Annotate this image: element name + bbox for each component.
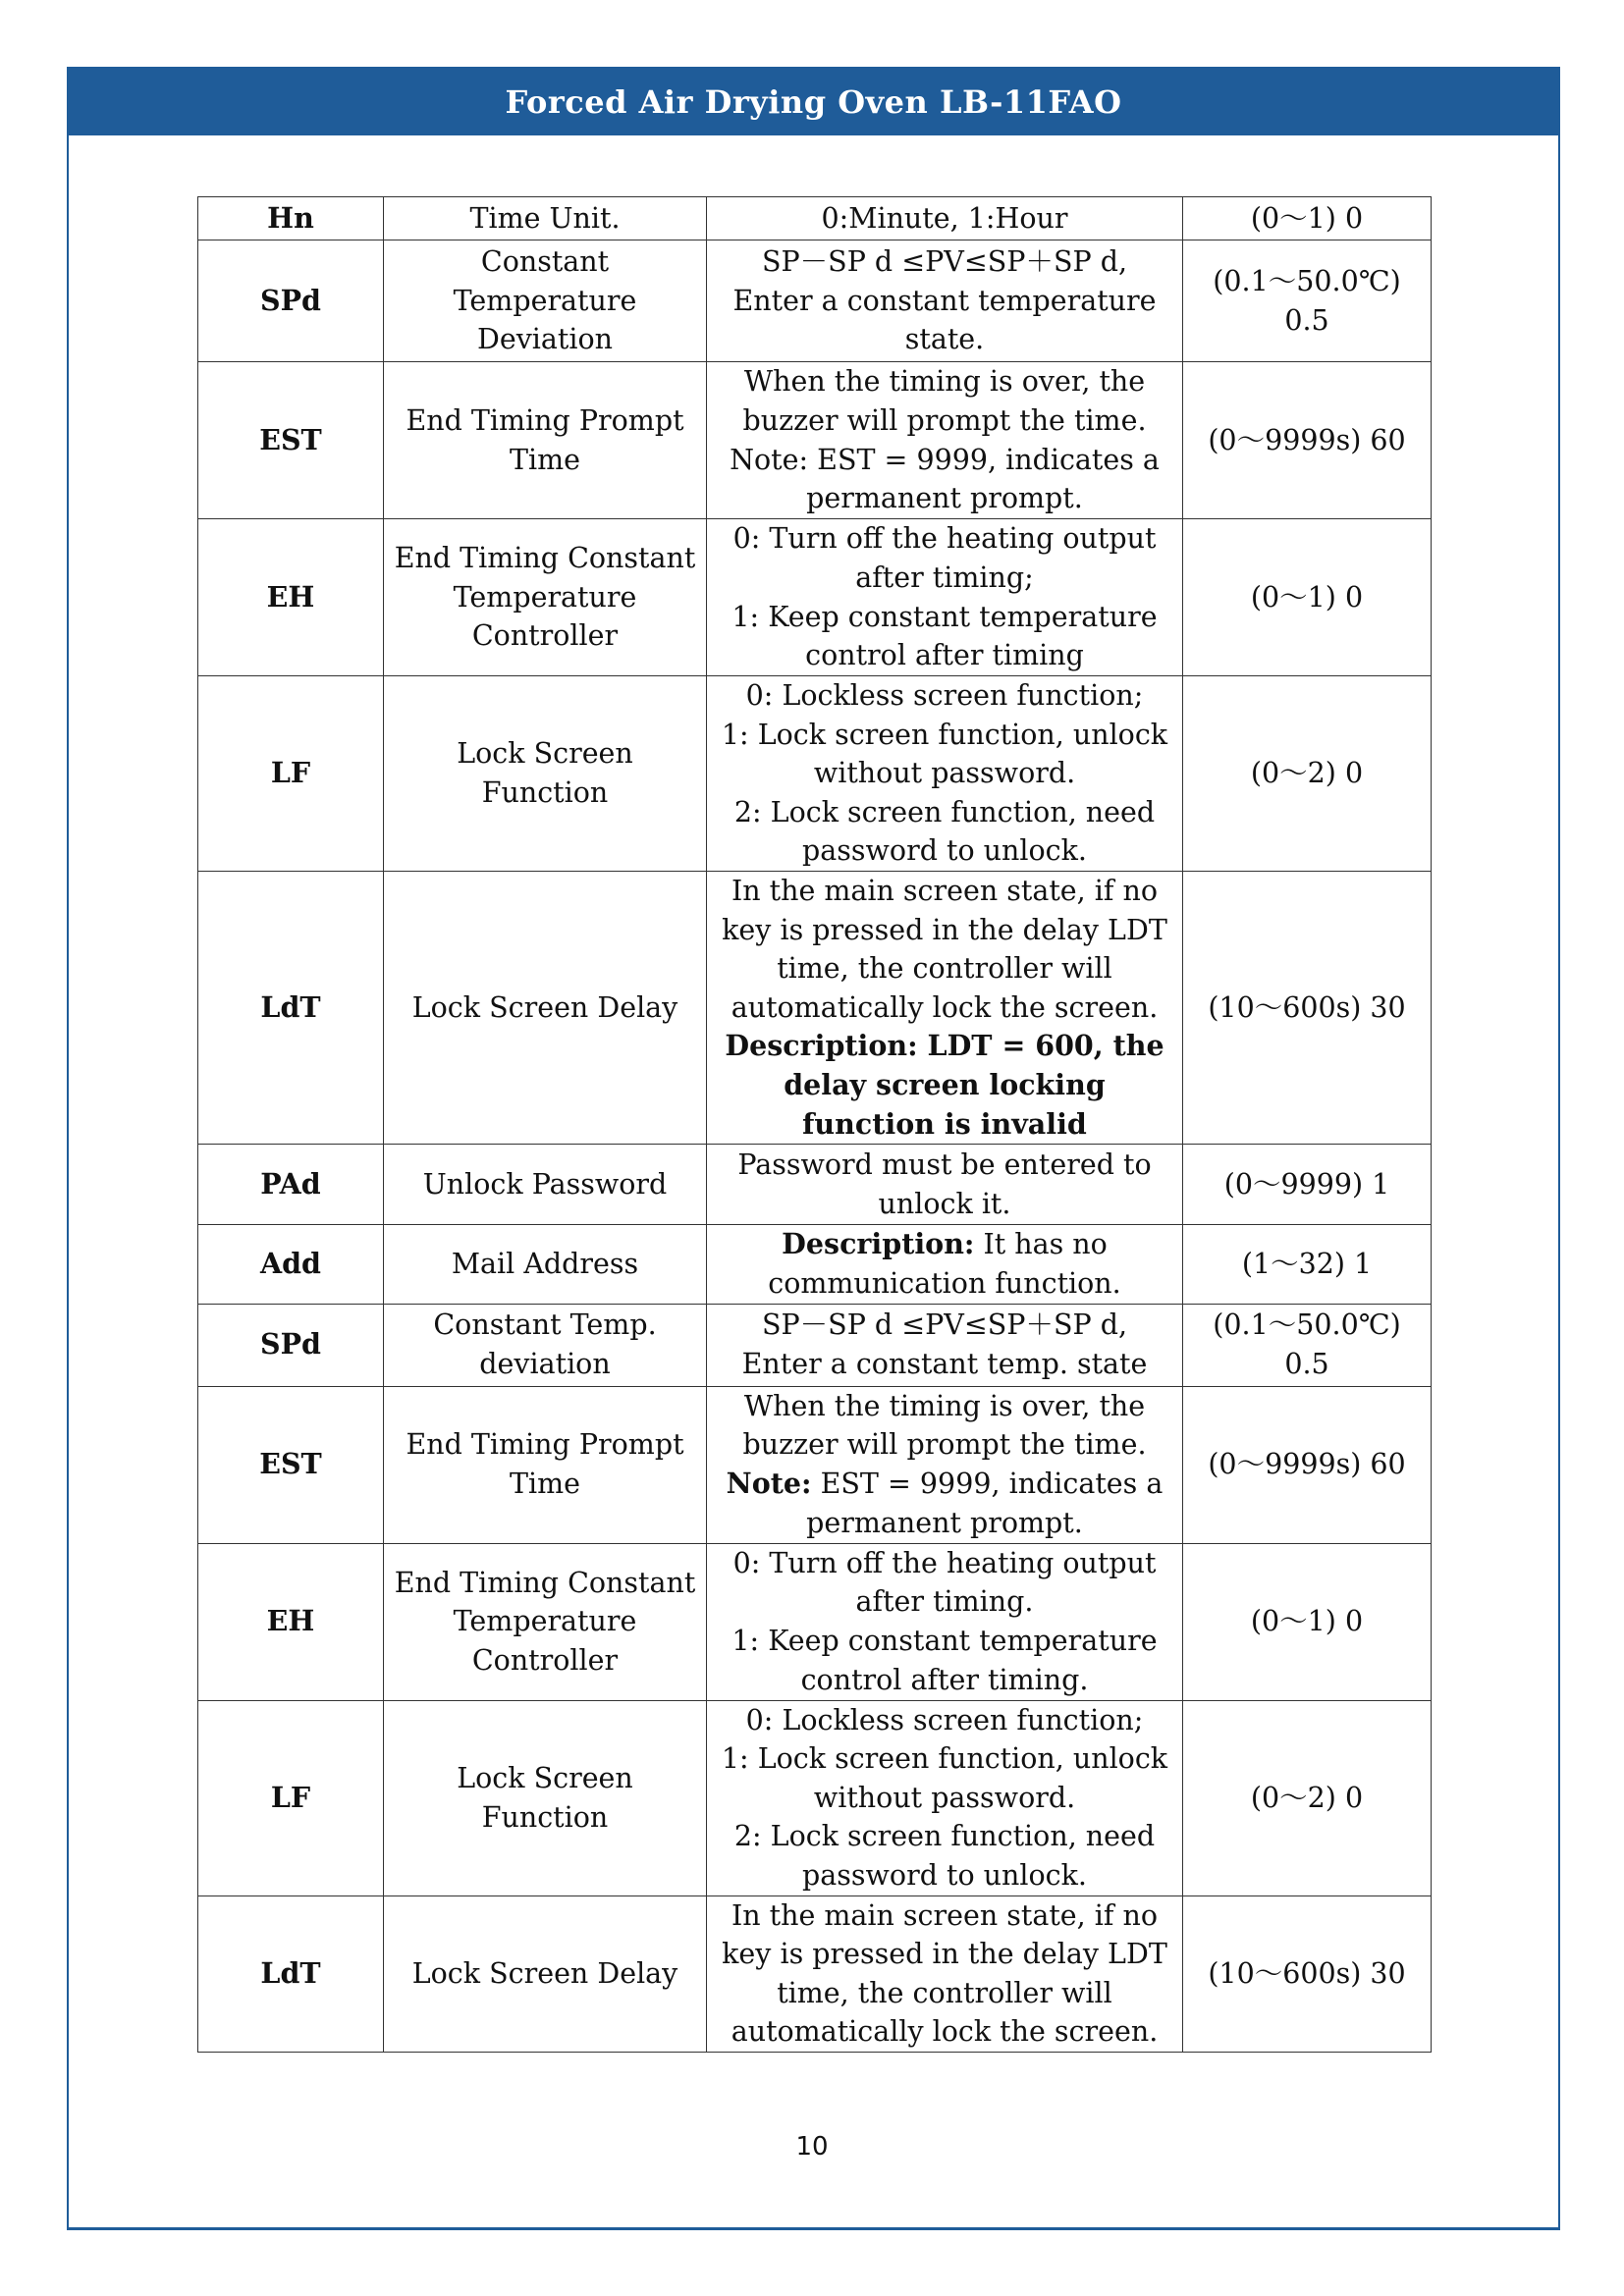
table-row [198, 872, 1432, 1145]
parameter-description [707, 872, 1183, 1145]
parameter-range: (10～600s) 30 [1183, 872, 1432, 1145]
description-text: Enter a constant temperature state. [732, 284, 1157, 356]
parameter-description [707, 1700, 1183, 1896]
parameter-code: SPd [198, 1304, 384, 1386]
description-line [713, 1465, 1176, 1542]
description-line [713, 1345, 1176, 1384]
parameter-code: LdT [198, 1896, 384, 2052]
description-text: Password must be entered to unlock it. [737, 1148, 1152, 1220]
description-line [713, 1306, 1176, 1345]
parameter-name: Constant Temperature Deviation [384, 240, 707, 362]
description-text: In the main screen state, if no key is pressed in the delay LDT time, the controller will automatically lock the screen. [722, 875, 1167, 1024]
parameter-code: LdT [198, 872, 384, 1145]
description-line [713, 441, 1176, 518]
parameter-code: PAd [198, 1145, 384, 1225]
description-line [713, 1701, 1176, 1740]
parameter-code: EST [198, 1386, 384, 1543]
parameter-description [707, 240, 1183, 362]
parameter-table-body [198, 197, 1432, 2053]
description-text: 2: Lock screen function, need password to unlock. [733, 1820, 1156, 1892]
table-row [198, 1896, 1432, 2052]
description-line [713, 1387, 1176, 1465]
description-line [713, 793, 1176, 871]
parameter-range: (0～2) 0 [1183, 676, 1432, 872]
header-bar [69, 69, 1558, 135]
parameter-code: EH [198, 519, 384, 676]
parameter-range: (0～9999s) 60 [1183, 362, 1432, 519]
parameter-code: EST [198, 362, 384, 519]
description-line [713, 1146, 1176, 1223]
description-line [713, 282, 1176, 359]
parameter-code: SPd [198, 240, 384, 362]
description-text: 1: Lock screen function, unlock without password. [721, 1742, 1168, 1814]
description-text: Enter a constant temp. state [741, 1348, 1148, 1381]
parameter-name: Lock Screen Delay [384, 872, 707, 1145]
parameter-name: Mail Address [384, 1225, 707, 1304]
description-line [713, 362, 1176, 440]
description-text: Description: LDT = 600, the delay screen locking function is invalid [725, 1029, 1164, 1141]
parameter-description [707, 197, 1183, 240]
table-row [198, 1386, 1432, 1543]
parameter-name: End Timing Constant Temperature Controller [384, 519, 707, 676]
parameter-name: Time Unit. [384, 197, 707, 240]
parameter-description [707, 362, 1183, 519]
description-line [713, 1896, 1176, 2052]
parameter-range: (0～9999s) 60 [1183, 1386, 1432, 1543]
description-text: 0: Lockless screen function; [745, 679, 1144, 712]
document-title: Forced Air Drying Oven LB-11FAO [505, 83, 1122, 121]
parameter-range: (0～1) 0 [1183, 519, 1432, 676]
description-text: 0: Turn off the heating output after timing. [732, 1546, 1157, 1619]
parameter-description [707, 1225, 1183, 1304]
table-row [198, 676, 1432, 872]
description-line [713, 519, 1176, 597]
table-row [198, 1225, 1432, 1304]
description-line [713, 1622, 1176, 1699]
description-text: Note: EST = 9999, indicates a permanent prompt. [730, 443, 1160, 515]
parameter-range: (0～2) 0 [1183, 1700, 1432, 1896]
table-row [198, 197, 1432, 240]
description-text: When the timing is over, the buzzer will prompt the time. [742, 365, 1147, 437]
description-text: It has no communication function. [768, 1228, 1121, 1300]
description-text: When the timing is over, the buzzer will prompt the time. [742, 1389, 1147, 1462]
description-line [713, 1225, 1176, 1303]
parameter-code: Add [198, 1225, 384, 1304]
parameter-name: Lock Screen Function [384, 1700, 707, 1896]
parameter-description [707, 1386, 1183, 1543]
parameter-range: (0.1～50.0℃) 0.5 [1183, 240, 1432, 362]
description-text: EST = 9999, indicates a permanent prompt. [806, 1468, 1164, 1539]
table-row [198, 1304, 1432, 1386]
parameter-description [707, 676, 1183, 872]
parameter-name: Constant Temp. deviation [384, 1304, 707, 1386]
parameter-range: (1～32) 1 [1183, 1225, 1432, 1304]
description-line [713, 1817, 1176, 1895]
description-text: SP－SP d ≤PV≤SP＋SP d, [761, 245, 1128, 279]
description-line [713, 242, 1176, 282]
parameter-range: (10～600s) 30 [1183, 1896, 1432, 2052]
parameter-description [707, 1896, 1183, 2052]
parameter-description [707, 1304, 1183, 1386]
description-line [713, 1739, 1176, 1817]
parameter-code: Hn [198, 197, 384, 240]
parameter-description [707, 1145, 1183, 1225]
description-line [713, 676, 1176, 716]
description-text: 0: Lockless screen function; [745, 1703, 1144, 1736]
table-row [198, 362, 1432, 519]
description-line [713, 716, 1176, 793]
description-line [713, 1544, 1176, 1622]
parameter-name: End Timing Prompt Time [384, 1386, 707, 1543]
parameter-code: LF [198, 1700, 384, 1896]
description-line [713, 872, 1176, 1027]
parameter-code: EH [198, 1543, 384, 1700]
parameter-description [707, 519, 1183, 676]
parameter-code: LF [198, 676, 384, 872]
description-line [713, 598, 1176, 675]
parameter-range: (0～9999) 1 [1183, 1145, 1432, 1225]
description-text: 1: Lock screen function, unlock without password. [721, 718, 1168, 790]
parameter-range: (0.1～50.0℃) 0.5 [1183, 1304, 1432, 1386]
parameter-name: End Timing Prompt Time [384, 362, 707, 519]
parameter-name: End Timing Constant Temperature Controller [384, 1543, 707, 1700]
description-text: 2: Lock screen function, need password to unlock. [733, 795, 1156, 868]
table-row [198, 1700, 1432, 1896]
page-number: 10 [795, 2132, 829, 2162]
parameter-name: Unlock Password [384, 1145, 707, 1225]
table-row [198, 1543, 1432, 1700]
parameter-range: (0～1) 0 [1183, 197, 1432, 240]
description-text: 0: Turn off the heating output after timing; [732, 522, 1157, 594]
description-text: 0:Minute, 1:Hour [821, 201, 1068, 235]
description-text: SP－SP d ≤PV≤SP＋SP d, [761, 1308, 1128, 1342]
description-text: In the main screen state, if no key is pressed in the delay LDT time, the controller will automatically lock the screen. [722, 1898, 1167, 2049]
table-row [198, 1145, 1432, 1225]
description-line [713, 1027, 1176, 1144]
description-label: Description: [782, 1227, 975, 1261]
table-row [198, 240, 1432, 362]
description-line [713, 199, 1176, 239]
parameter-range: (0～1) 0 [1183, 1543, 1432, 1700]
description-label: Note: [726, 1467, 812, 1501]
parameter-table [197, 196, 1432, 2053]
parameter-name: Lock Screen Function [384, 676, 707, 872]
parameter-name: Lock Screen Delay [384, 1896, 707, 2052]
table-row [198, 519, 1432, 676]
parameter-description [707, 1543, 1183, 1700]
description-text: 1: Keep constant temperature control after timing. [731, 1625, 1158, 1696]
description-text: 1: Keep constant temperature control after timing [731, 600, 1158, 672]
